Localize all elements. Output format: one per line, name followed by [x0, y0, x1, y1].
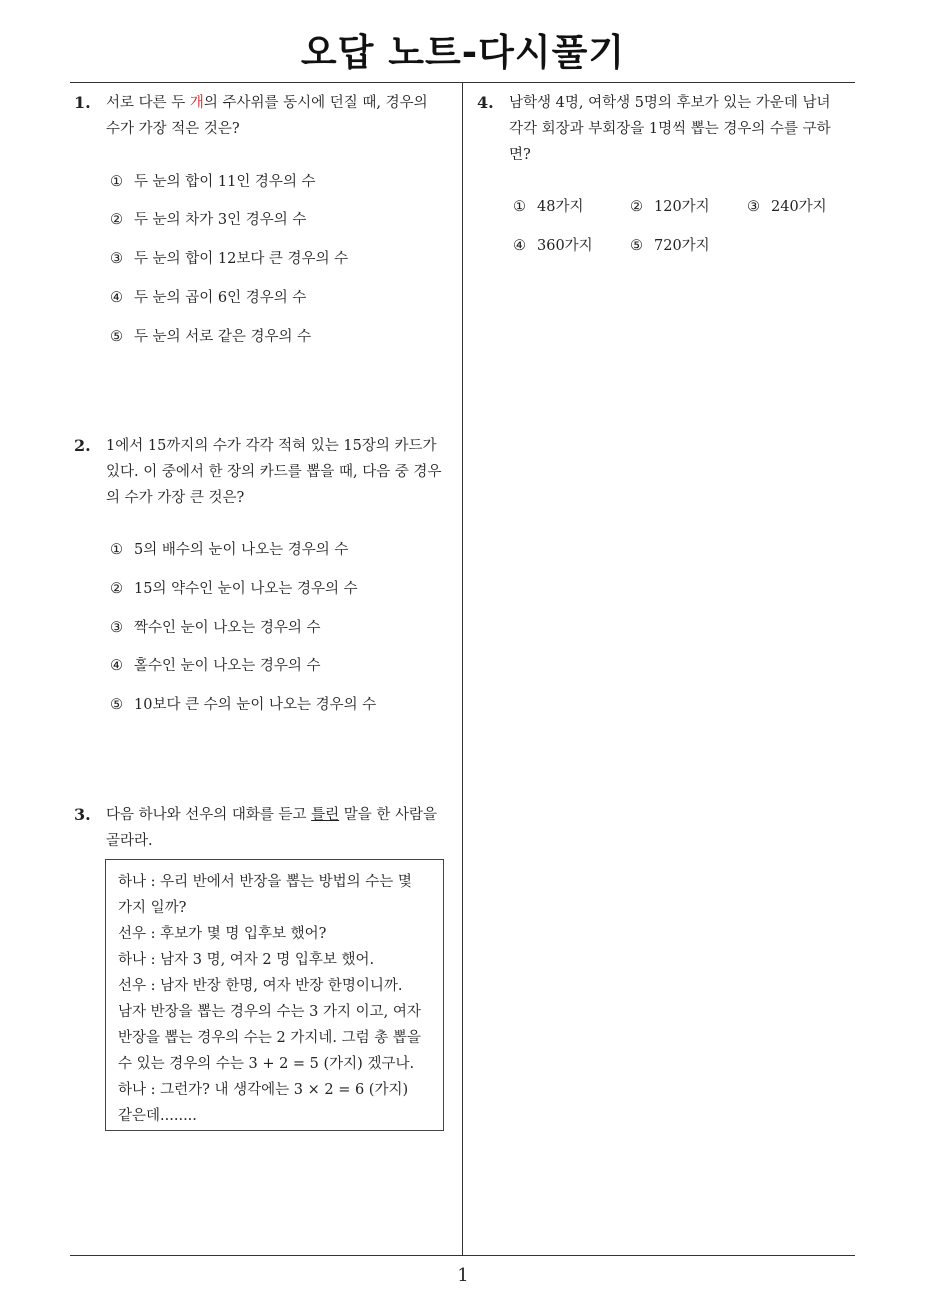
question-text-part: 말을 한 사람을 — [339, 807, 438, 823]
choice-text: 48가지 — [537, 199, 584, 215]
choice-text: 두 눈의 서로 같은 경우의 수 — [134, 329, 312, 345]
choice-mark: ⑤ — [630, 238, 643, 254]
choice-text: 두 눈의 합이 12보다 큰 경우의 수 — [134, 251, 349, 267]
dialog-line: 하나 : 남자 3 명, 여자 2 명 입후보 했어. — [118, 952, 375, 968]
choice-text: 10보다 큰 수의 눈이 나오는 경우의 수 — [134, 697, 377, 713]
question-text-line: 남학생 4명, 여학생 5명의 후보가 있는 가운데 남녀 — [509, 95, 831, 111]
answer-choice[interactable] — [110, 325, 311, 346]
question-text-part: 서로 다른 두 — [106, 95, 190, 111]
column-divider — [462, 83, 463, 1255]
choice-mark: ⑤ — [110, 329, 123, 345]
question-number: 3. — [74, 805, 91, 824]
question-text — [106, 433, 441, 511]
page-title: 오답 노트-다시풀기 — [300, 31, 626, 74]
dialog-line: 가지 일까? — [118, 900, 187, 916]
choice-text: 짝수인 눈이 나오는 경우의 수 — [134, 620, 321, 636]
answer-choice[interactable] — [630, 195, 710, 216]
choice-mark: ③ — [110, 620, 123, 636]
choice-text: 홀수인 눈이 나오는 경우의 수 — [134, 658, 321, 674]
choice-text: 두 눈의 차가 3인 경우의 수 — [134, 212, 307, 228]
dialog-line: 선우 : 후보가 몇 명 입후보 했어? — [118, 926, 327, 942]
answer-choice[interactable] — [110, 693, 376, 714]
question-text-line: 의 수가 가장 큰 것은? — [106, 490, 245, 506]
question-number: 1. — [74, 93, 91, 112]
choice-mark: ① — [110, 174, 123, 190]
choice-text: 720가지 — [654, 238, 710, 254]
choice-text: 두 눈의 곱이 6인 경우의 수 — [134, 290, 307, 306]
dialog-line: 하나 : 그런가? 내 생각에는 3 × 2 = 6 (가지) — [118, 1082, 409, 1098]
answer-choice[interactable] — [110, 577, 358, 598]
question-text-part: 다음 하나와 선우의 대화를 듣고 — [106, 807, 312, 823]
answer-choice[interactable] — [110, 538, 348, 559]
choice-text: 두 눈의 합이 11인 경우의 수 — [134, 174, 316, 190]
answer-choice[interactable] — [747, 195, 827, 216]
question-text — [509, 90, 831, 168]
footer-divider — [70, 1255, 855, 1256]
question-text-line: 면? — [509, 147, 531, 163]
choice-mark: ④ — [110, 658, 123, 674]
dialog-line: 같은데........ — [118, 1108, 197, 1124]
dialog-box — [105, 859, 444, 1131]
answer-choice[interactable] — [110, 616, 321, 637]
answer-choice[interactable] — [513, 234, 593, 255]
answer-choice[interactable] — [110, 654, 321, 675]
answer-choice[interactable] — [513, 195, 583, 216]
choice-text: 5의 배수의 눈이 나오는 경우의 수 — [134, 542, 349, 558]
dialog-line: 수 있는 경우의 수는 3 + 2 = 5 (가지) 겠구나. — [118, 1056, 415, 1072]
question-text-line: 수가 가장 적은 것은? — [106, 121, 240, 137]
choice-mark: ① — [110, 542, 123, 558]
choice-mark: ④ — [513, 238, 526, 254]
choice-text: 360가지 — [537, 238, 593, 254]
answer-choice[interactable] — [110, 208, 306, 229]
choice-mark: ⑤ — [110, 697, 123, 713]
choice-mark: ③ — [110, 251, 123, 267]
choice-mark: ② — [630, 199, 643, 215]
choice-text: 120가지 — [654, 199, 710, 215]
question-text-part: 의 주사위를 동시에 던질 때, 경우의 — [203, 95, 428, 111]
question-text-line: 골라라. — [106, 833, 153, 849]
question-text-line: 있다. 이 중에서 한 장의 카드를 뽑을 때, 다음 중 경우 — [106, 464, 442, 480]
question-text-line: 1에서 15까지의 수가 각각 적혀 있는 15장의 카드가 — [106, 438, 437, 454]
question-number: 2. — [74, 436, 91, 455]
highlighted-word: 개 — [189, 95, 204, 111]
choice-mark: ② — [110, 212, 123, 228]
choice-mark: ④ — [110, 290, 123, 306]
choice-mark: ② — [110, 581, 123, 597]
answer-choice[interactable] — [630, 234, 710, 255]
answer-choice[interactable] — [110, 286, 306, 307]
dialog-line: 하나 : 우리 반에서 반장을 뽑는 방법의 수는 몇 — [118, 874, 412, 890]
choice-text: 15의 약수인 눈이 나오는 경우의 수 — [134, 581, 358, 597]
question-number: 4. — [477, 93, 494, 112]
answer-choice[interactable] — [110, 170, 316, 191]
answer-choice[interactable] — [110, 247, 348, 268]
choice-text: 240가지 — [771, 199, 827, 215]
underlined-word: 틀린 — [311, 807, 340, 823]
question-text — [106, 802, 437, 854]
dialog-line: 반장을 뽑는 경우의 수는 2 가지네. 그럼 총 뽑을 — [118, 1030, 421, 1046]
choice-mark: ① — [513, 199, 526, 215]
dialog-line: 선우 : 남자 반장 한명, 여자 반장 한명이니까. — [118, 978, 403, 994]
page-number: 1 — [457, 1265, 469, 1286]
dialog-line: 남자 반장을 뽑는 경우의 수는 3 가지 이고, 여자 — [118, 1004, 421, 1020]
question-text — [106, 90, 428, 142]
question-text-line: 각각 회장과 부회장을 1명씩 뽑는 경우의 수를 구하 — [509, 121, 831, 137]
choice-mark: ③ — [747, 199, 760, 215]
